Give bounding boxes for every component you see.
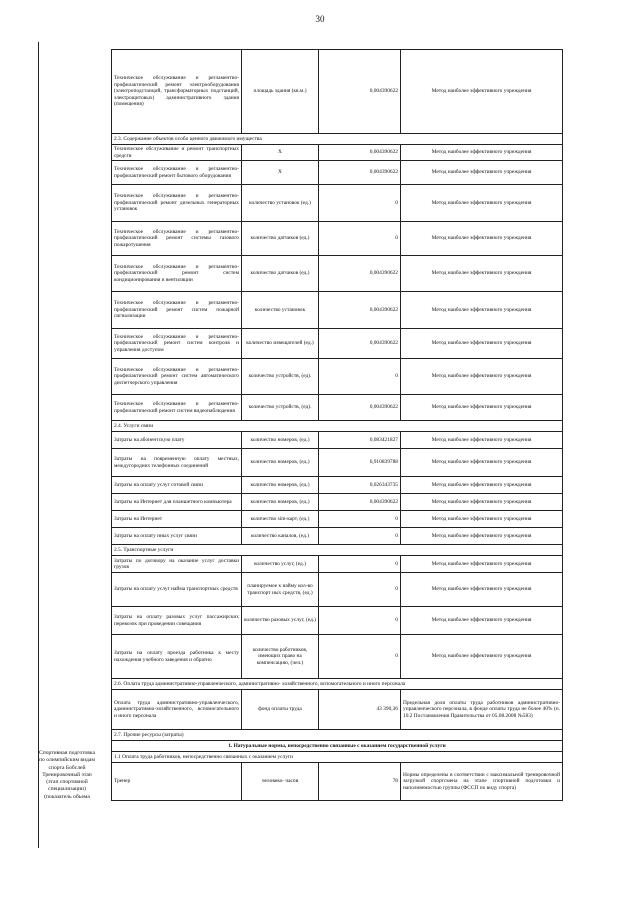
unit-of-measure: количество установок (ед.)	[242, 185, 319, 222]
calculation-method: Предельная доля оплаты труда работников административно- управленческого персонала, в фонде оплаты труда не более 40% (п. 10.2 Постановления Правительства от 05.08.2008 №583)	[401, 690, 563, 730]
cost-item-name: Техническое обслуживание и ремонт транспортных средств	[112, 145, 242, 161]
major-section-heading: 1. Натуральные нормы, непосредственно связанные с оказанием государственной услуги	[112, 741, 563, 752]
section-heading: 2.3. Содержание объектов особо ценного движимого имущества	[112, 134, 563, 145]
cost-item-name: Техническое обслуживание и регламентно- профилактический ремонт систем автоматического диспетчерского управления	[112, 359, 242, 395]
norm-value: 0,004390622	[319, 395, 401, 421]
calculation-method: Метод наиболее эффективного учреждения	[401, 185, 563, 222]
norm-value: 0	[319, 607, 401, 635]
cost-item-name: Затраты на оплату иных услуг связи	[112, 528, 242, 545]
table-row	[112, 763, 563, 801]
calculation-method: Метод наиболее эффективного учреждения	[401, 395, 563, 421]
norm-value: 0,004390622	[319, 161, 401, 185]
calculation-method: Метод наиболее эффективного учреждения	[401, 161, 563, 185]
table-row	[112, 556, 563, 573]
table-row	[112, 690, 563, 730]
calculation-method: Метод наиболее эффективного учреждения	[401, 528, 563, 545]
calculation-method: Метод наиболее эффективного учреждения	[401, 256, 563, 292]
cost-item-name: Техническое обслуживание и регламентно- профилактический ремонт систем кондиционирования и вентиляции	[112, 256, 242, 292]
cost-item-name: Затраты на оплату разовых услуг пассажирских перевозок при проведении совещания	[112, 607, 242, 635]
table-row	[112, 185, 563, 222]
unit-of-measure: Х	[242, 161, 319, 185]
norm-value: 0,004390622	[319, 292, 401, 329]
calculation-method: Нормы определены в соответствии с максимальной тренировочной загрузкой спортсмена на этапе спортивной подготовки и наполняемостью группы (ФССП по виду спорта)	[401, 763, 563, 801]
cost-item-name: Затраты на повременную оплату местных, междугородних телефонных соединений	[112, 449, 242, 477]
calculation-method: Метод наиболее эффективного учреждения	[401, 222, 563, 256]
calculation-method: Метод наиболее эффективного учреждения	[401, 449, 563, 477]
calculation-method: Метод наиболее эффективного учреждения	[401, 511, 563, 528]
table-row	[112, 432, 563, 449]
table-row	[112, 292, 563, 329]
cost-item-name: Техническое обслуживание и регламентно- профилактический ремонт систем контроля и управления доступом	[112, 329, 242, 359]
unit-of-measure: количество датчиков (ед.)	[242, 222, 319, 256]
table-row	[112, 359, 563, 395]
section-row	[112, 545, 563, 556]
cost-item-name: Оплата труда административно-управленческого, административно-хозяйственного, вспомогательного и иного персонала	[112, 690, 242, 730]
section-row	[112, 679, 563, 690]
section-heading: 1.1 Оплата труда работников, непосредственно связанных с оказанием услуги	[112, 752, 563, 763]
norm-value: 0	[319, 556, 401, 573]
table-row	[112, 329, 563, 359]
calculation-method: Метод наиболее эффективного учреждения	[401, 359, 563, 395]
calculation-method: Метод наиболее эффективного учреждения	[401, 292, 563, 329]
unit-of-measure: количество номеров, (ед.)	[242, 449, 319, 477]
norm-value: 0,004390622	[319, 145, 401, 161]
norm-value: 0	[319, 222, 401, 256]
table-row	[112, 511, 563, 528]
unit-of-measure: количество номеров, (ед.)	[242, 494, 319, 511]
page-number: 30	[315, 14, 325, 24]
section-heading: 2.4. Услуги связи	[112, 421, 563, 432]
cost-item-name: Тренер	[112, 763, 242, 801]
unit-of-measure: площадь здания (кв.м.)	[242, 50, 319, 134]
unit-of-measure: количество датчиков (ед.)	[242, 256, 319, 292]
unit-of-measure: фонд оплаты труда	[242, 690, 319, 730]
table-row	[112, 145, 563, 161]
section-heading: 2.7. Прочие ресурсы (затраты)	[112, 730, 563, 741]
table-row	[112, 161, 563, 185]
section-heading: 2.6. Оплата труда административно-управленческого, административно- хозяйственного, вспомогательного и иного персонала	[112, 679, 563, 690]
table-row	[112, 528, 563, 545]
calculation-method: Метод наиболее эффективного учреждения	[401, 556, 563, 573]
norm-value: 78	[319, 763, 401, 801]
norm-value: 0	[319, 185, 401, 222]
norm-value: 43 390,36	[319, 690, 401, 730]
norm-value: 0,026343735	[319, 477, 401, 494]
unit-of-measure: количество номеров, (ед.)	[242, 477, 319, 494]
calculation-method: Метод наиболее эффективного учреждения	[401, 477, 563, 494]
calculation-method: Метод наиболее эффективного учреждения	[401, 607, 563, 635]
norm-value: 0	[319, 359, 401, 395]
section-heading: 2.5. Транспортные услуги	[112, 545, 563, 556]
unit-of-measure: Х	[242, 145, 319, 161]
norm-value: 0,083421827	[319, 432, 401, 449]
unit-of-measure: количество разовых услуг, (ед.)	[242, 607, 319, 635]
table-row	[112, 395, 563, 421]
side-label: Спортивная подготовка по олимпийским видам спорта Бобслей Тренировочный этап (этап спортивной специализации) (показатель объема	[38, 750, 96, 800]
norm-value: 0,004390622	[319, 329, 401, 359]
norm-value: 0	[319, 635, 401, 679]
unit-of-measure: количество услуг, (ед.)	[242, 556, 319, 573]
unit-of-measure: количество работников, имеющих право на компенсацию, (чел.)	[242, 635, 319, 679]
calculation-method: Метод наиболее эффективного учреждения	[401, 432, 563, 449]
section-row	[112, 134, 563, 145]
section-row	[112, 421, 563, 432]
calculation-method: Метод наиболее эффективного учреждения	[401, 494, 563, 511]
unit-of-measure: планируемое к найму кол-во транспорт ных средств, (ед.)	[242, 573, 319, 607]
calculation-method: Метод наиболее эффективного учреждения	[401, 145, 563, 161]
cost-item-name: Техническое обслуживание и регламентно- профилактический ремонт систем пожарной сигнализации	[112, 292, 242, 329]
norm-value: 0,004390622	[319, 50, 401, 134]
table-row	[112, 607, 563, 635]
calculation-method: Метод наиболее эффективного учреждения	[401, 635, 563, 679]
calculation-method: Метод наиболее эффективного учреждения	[401, 573, 563, 607]
cost-item-name: Техническое обслуживание и регламентно- профилактический ремонт бытового оборудования	[112, 161, 242, 185]
norm-value: 0,004390622	[319, 256, 401, 292]
cost-item-name: Затраты по договору на оказание услуг доставки грузов	[112, 556, 242, 573]
unit-of-measure: количество sim-карт, (ед.)	[242, 511, 319, 528]
table-row	[112, 573, 563, 607]
cost-item-name: Затраты на абонентскую плату	[112, 432, 242, 449]
cost-item-name: Затраты на оплату услуг сотовой связи	[112, 477, 242, 494]
cost-item-name: Затраты на оплату услуг найма транспортных средств	[112, 573, 242, 607]
calculation-method: Метод наиболее эффективного учреждения	[401, 50, 563, 134]
cost-item-name: Затраты на Интернет	[112, 511, 242, 528]
unit-of-measure: количество номеров, (ед.)	[242, 432, 319, 449]
table-row	[112, 477, 563, 494]
left-margin-rule	[38, 42, 39, 848]
table-row	[112, 50, 563, 134]
norm-value: 0	[319, 528, 401, 545]
section-row	[112, 752, 563, 763]
table-row	[112, 256, 563, 292]
unit-of-measure: количество каналов, (ед.)	[242, 528, 319, 545]
cost-item-name: Техническое обслуживание и регламентно- профилактический ремонт системы газового пожаротушения	[112, 222, 242, 256]
unit-of-measure: количество устройств, (ед).	[242, 395, 319, 421]
section-row	[112, 730, 563, 741]
calculation-method: Метод наиболее эффективного учреждения	[401, 329, 563, 359]
cost-item-name: Техническое обслуживание и регламентно- профилактический ремонт электрооборудования (электроподстанций, трансформаторных подстанций, электрощитовых) административного здания (помещения)	[112, 50, 242, 134]
cost-item-name: Затраты на оплату проезда работника к месту нахождения учебного заведения и обратно	[112, 635, 242, 679]
cost-item-name: Техническое обслуживание и регламентно- профилактический ремонт систем видеонаблюдения	[112, 395, 242, 421]
unit-of-measure: количество устройств, (ед).	[242, 359, 319, 395]
unit-of-measure: количество установок	[242, 292, 319, 329]
cost-item-name: Техническое обслуживание и регламентно- профилактический ремонт дизельных генераторных установок	[112, 185, 242, 222]
table-row	[112, 449, 563, 477]
unit-of-measure: количество извещателей (ед.)	[242, 329, 319, 359]
unit-of-measure: человеко- часов	[242, 763, 319, 801]
norms-table	[111, 49, 563, 801]
norm-value: 6,910839788	[319, 449, 401, 477]
norm-value: 0	[319, 573, 401, 607]
table-row	[112, 222, 563, 256]
norm-value: 0,004390622	[319, 494, 401, 511]
norm-value: 0	[319, 511, 401, 528]
table-row	[112, 635, 563, 679]
major-section-row	[112, 741, 563, 752]
cost-item-name: Затраты на Интернет для планшетного компьютера	[112, 494, 242, 511]
table-row	[112, 494, 563, 511]
